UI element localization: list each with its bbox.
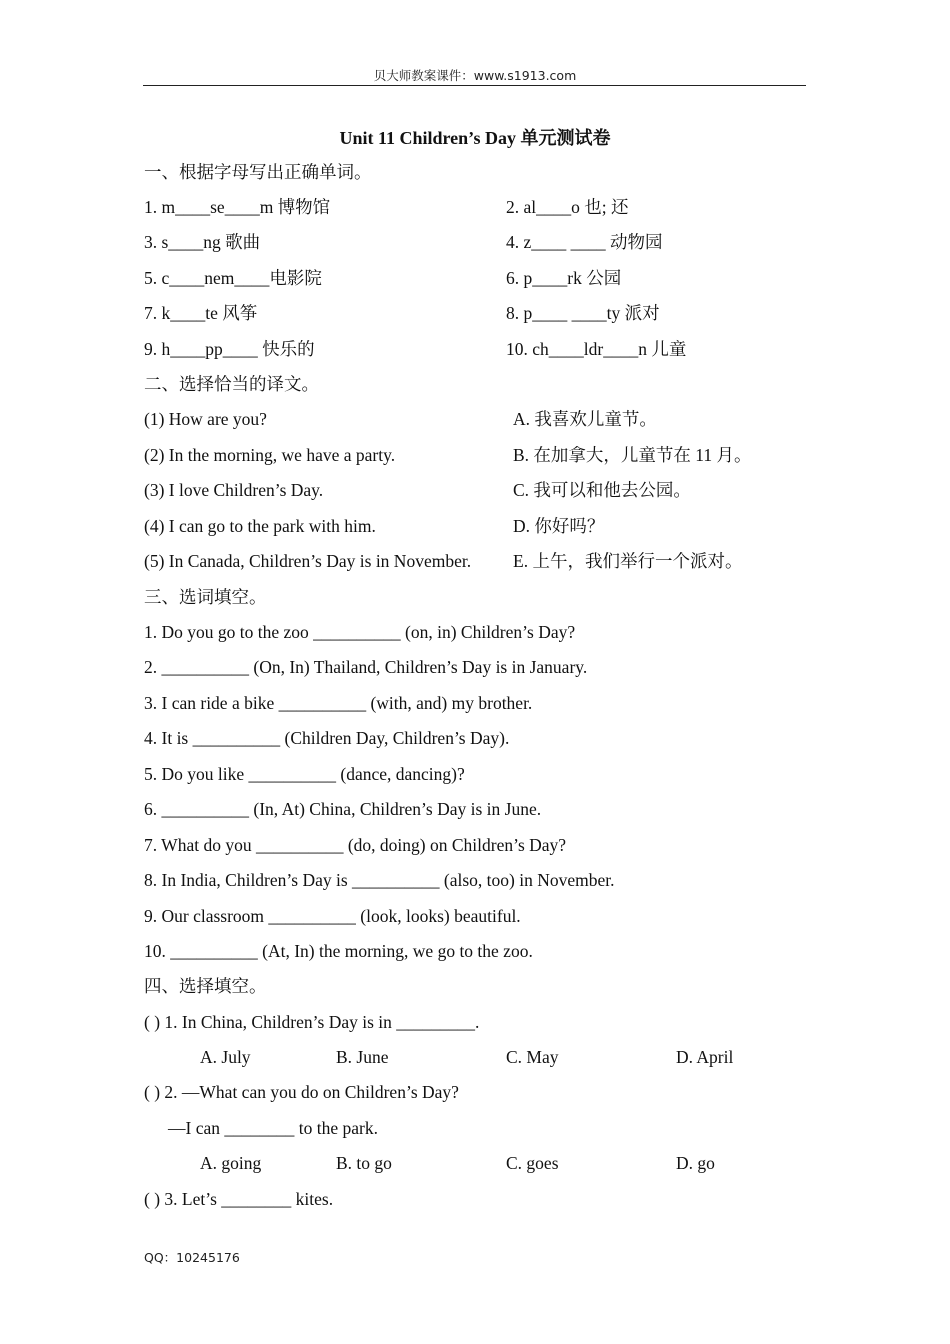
section1-item-1: 1. m____se____m 博物馆 <box>144 197 331 217</box>
section4-q1-stem: ( ) 1. In China, Children’s Day is in _________. <box>144 1012 480 1032</box>
section3-item-5: 5. Do you like __________ (dance, dancing)? <box>144 764 465 784</box>
section4-q2-option-b: B. to go <box>336 1153 392 1173</box>
section1-item-2: 2. al____o 也; 还 <box>506 197 629 217</box>
section4-q1-option-d: D. April <box>676 1047 734 1067</box>
section3-item-4: 4. It is __________ (Children Day, Children’s Day). <box>144 728 510 748</box>
section3-item-10: 10. __________ (At, In) the morning, we go to the zoo. <box>144 941 533 961</box>
section2-left-1: (1) How are you? <box>144 409 267 429</box>
section3-item-2: 2. __________ (On, In) Thailand, Children’s Day is in January. <box>144 657 588 677</box>
section4-q2-option-d: D. go <box>676 1153 715 1173</box>
section4-q3-stem: ( ) 3. Let’s ________ kites. <box>144 1189 334 1209</box>
section4-q1-option-b: B. June <box>336 1047 389 1067</box>
section1-item-9: 9. h____pp____ 快乐的 <box>144 339 315 359</box>
section3-item-3: 3. I can ride a bike __________ (with, and) my brother. <box>144 693 533 713</box>
section1-item-8: 8. p____ ____ty 派对 <box>506 303 660 323</box>
section1-item-5: 5. c____nem____电影院 <box>144 268 322 288</box>
section1-item-4: 4. z____ ____ 动物园 <box>506 232 663 252</box>
section2-left-5: (5) In Canada, Children’s Day is in November. <box>144 551 472 571</box>
section1-item-3: 3. s____ng 歌曲 <box>144 232 261 252</box>
section4-q1-option-c: C. May <box>506 1047 559 1067</box>
page-title: Unit 11 Children’s Day 单元测试卷 <box>339 128 611 148</box>
page-footer: QQ：10245176 <box>144 1250 240 1265</box>
section3-item-8: 8. In India, Children’s Day is __________ (also, too) in November. <box>144 870 615 890</box>
section3-item-6: 6. __________ (In, At) China, Children’s Day is in June. <box>144 799 542 819</box>
section4-q2-option-a: A. going <box>200 1153 262 1173</box>
section2-left-4: (4) I can go to the park with him. <box>144 516 376 536</box>
section4-q2-stem-reply: —I can ________ to the park. <box>168 1118 378 1138</box>
section2-left-3: (3) I love Children’s Day. <box>144 480 324 500</box>
section2-right-e: E. 上午，我们举行一个派对。 <box>513 551 743 571</box>
section3-heading: 三、选词填空。 <box>144 587 267 607</box>
section1-heading: 一、根据字母写出正确单词。 <box>144 162 372 182</box>
section2-left-2: (2) In the morning, we have a party. <box>144 445 396 465</box>
section4-q2-stem: ( ) 2. —What can you do on Children’s Day? <box>144 1082 459 1102</box>
section2-right-b: B. 在加拿大，儿童节在 11 月。 <box>513 445 752 465</box>
section1-item-10: 10. ch____ldr____n 儿童 <box>506 339 687 359</box>
section4-q2-option-c: C. goes <box>506 1153 559 1173</box>
section2-heading: 二、选择恰当的译文。 <box>144 374 319 394</box>
section4-q1-option-a: A. July <box>200 1047 251 1067</box>
page-header: 贝大师教案课件：www.s1913.com <box>373 68 577 83</box>
section2-right-d: D. 你好吗？ <box>513 516 605 536</box>
section1-item-7: 7. k____te 风筝 <box>144 303 258 323</box>
section4-heading: 四、选择填空。 <box>144 976 267 996</box>
section2-right-a: A. 我喜欢儿童节。 <box>513 409 657 429</box>
section1-item-6: 6. p____rk 公园 <box>506 268 622 288</box>
section2-right-c: C. 我可以和他去公园。 <box>513 480 691 500</box>
header-rule <box>143 85 806 86</box>
section3-item-7: 7. What do you __________ (do, doing) on Children’s Day? <box>144 835 567 855</box>
section3-item-9: 9. Our classroom __________ (look, looks) beautiful. <box>144 906 521 926</box>
section3-item-1: 1. Do you go to the zoo __________ (on, in) Children’s Day? <box>144 622 576 642</box>
